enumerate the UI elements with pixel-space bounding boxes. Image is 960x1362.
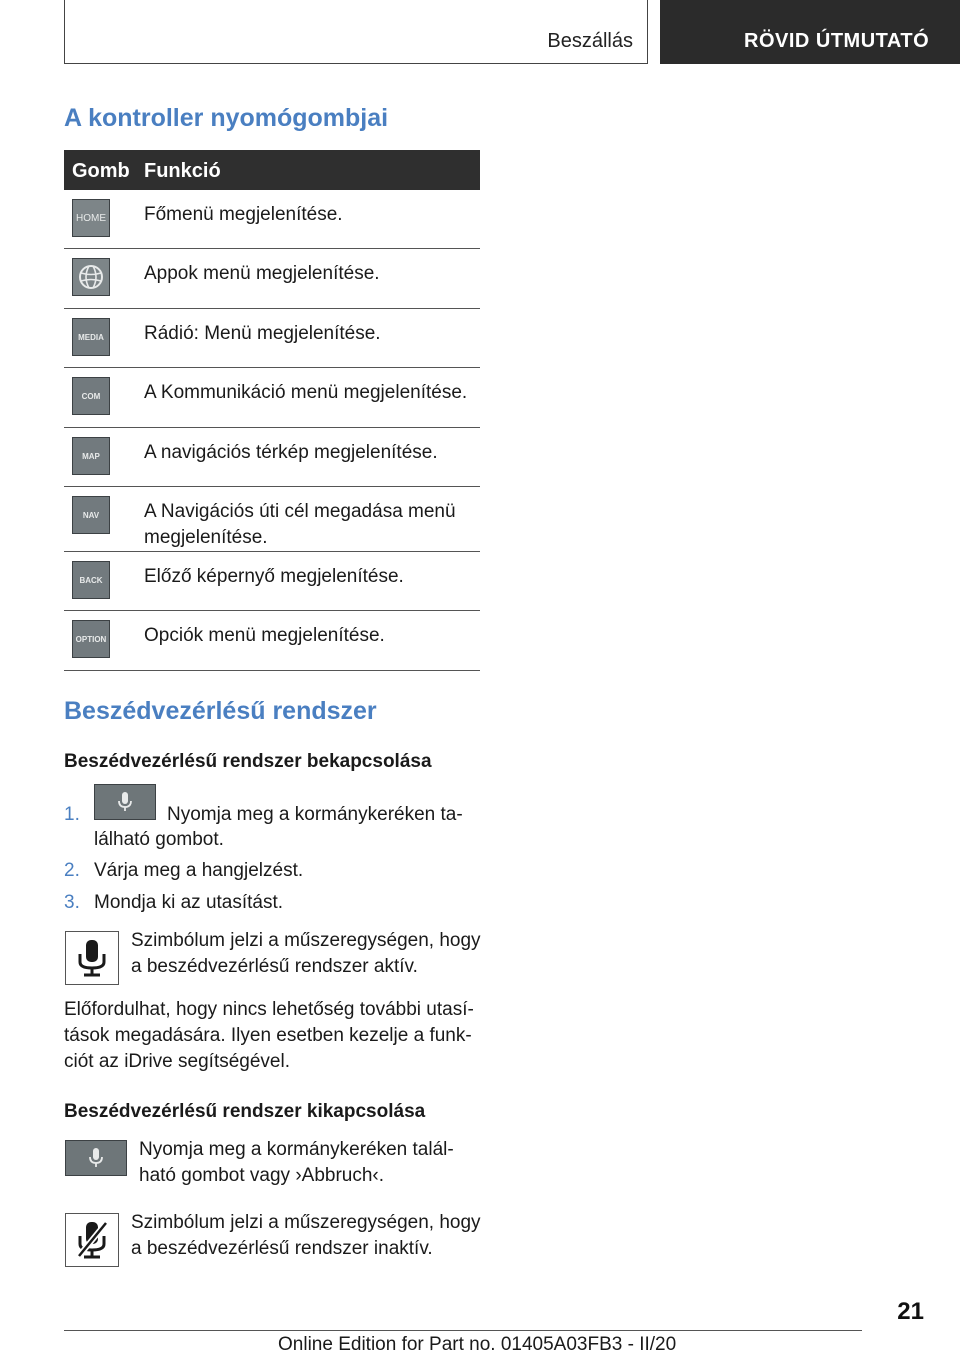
- table-cell-function: Főmenü megjelenítése.: [144, 204, 343, 225]
- step-number: 2.: [64, 860, 80, 881]
- section-title-voice-control: Beszédvezérlésű rendszer: [64, 697, 377, 725]
- steering-wheel-voice-button-icon: [94, 784, 156, 820]
- microphone-inactive-icon: [65, 1213, 119, 1267]
- table-row: [64, 487, 480, 552]
- footer-divider: [64, 1330, 862, 1331]
- subheading-voice-on: Beszédvezérlésű rendszer bekapcsolása: [64, 751, 432, 772]
- table-header: [64, 150, 480, 190]
- steering-wheel-voice-button-icon: [65, 1140, 127, 1176]
- map-button-icon: MAP: [72, 437, 110, 475]
- page-number: 21: [897, 1298, 924, 1325]
- table-cell-function: Appok menü megjelenítése.: [144, 263, 380, 284]
- symbol-note: Szimbólum jelzi a műszeregységen, hogy: [131, 930, 481, 951]
- table-header-function: Funkció: [144, 160, 221, 182]
- back-button-icon: BACK: [72, 561, 110, 599]
- section-title-controller-buttons: A kontroller nyomógombjai: [64, 104, 389, 132]
- footer-edition-text: Online Edition for Part no. 01405A03FB3 - II/20: [278, 1334, 677, 1355]
- microphone-active-icon: [65, 931, 119, 985]
- paragraph-line: Előfordulhat, hogy nincs lehetőség további utasí-: [64, 999, 474, 1020]
- table-row: [64, 368, 480, 428]
- nav-button-icon: NAV: [72, 496, 110, 534]
- symbol-note: a beszédvezérlésű rendszer inaktív.: [131, 1238, 433, 1259]
- paragraph-line: tások megadására. Ilyen esetben kezelje a funk-: [64, 1025, 472, 1046]
- media-button-icon: MEDIA: [72, 318, 110, 356]
- table-header-button: Gomb: [72, 160, 130, 182]
- table-cell-function: A navigációs térkép megjelenítése.: [144, 442, 438, 463]
- symbol-note: a beszédvezérlésű rendszer aktív.: [131, 956, 418, 977]
- header-chapter-box: [660, 0, 960, 64]
- home-button-icon: HOME: [72, 199, 110, 237]
- instruction-text: ható gombot vagy ›Abbruch‹.: [139, 1165, 385, 1186]
- table-cell-function: Rádió: Menü megjelenítése.: [144, 323, 381, 344]
- table-cell-function: Előző képernyő megjelenítése.: [144, 566, 404, 587]
- table-row: [64, 309, 480, 368]
- step-text: Mondja ki az utasítást.: [94, 892, 284, 913]
- table-cell-function: A Kommunikáció menü megjelenítése.: [144, 382, 468, 403]
- paragraph-line: ciót az iDrive segítségével.: [64, 1051, 290, 1072]
- table-cell-function: Opciók menü megjelenítése.: [144, 625, 385, 646]
- header-section-box: [64, 0, 648, 64]
- step-number: 3.: [64, 892, 80, 913]
- instruction-text: Nyomja meg a kormánykeréken talál-: [139, 1139, 454, 1160]
- table-row: [64, 428, 480, 487]
- table-row: [64, 249, 480, 309]
- controller-buttons-table: [64, 150, 480, 671]
- table-row: [64, 552, 480, 611]
- step-text: Nyomja meg a kormánykeréken ta-: [167, 804, 463, 825]
- com-button-icon: COM: [72, 377, 110, 415]
- table-row: [64, 190, 480, 249]
- header-chapter-title: RÖVID ÚTMUTATÓ: [744, 30, 930, 52]
- step-text: lálható gombot.: [94, 829, 224, 850]
- table-cell-function: A Navigációs úti cél megadása menü megjelenítése.: [144, 501, 456, 548]
- option-button-icon: OPTION: [72, 620, 110, 658]
- symbol-note: Szimbólum jelzi a műszeregységen, hogy: [131, 1212, 481, 1233]
- header-section-title: Beszállás: [547, 30, 633, 52]
- step-text: Várja meg a hangjelzést.: [94, 860, 304, 881]
- table-row: [64, 611, 480, 671]
- subheading-voice-off: Beszédvezérlésű rendszer kikapcsolása: [64, 1101, 426, 1122]
- apps-globe-icon: [72, 258, 110, 296]
- step-number: 1.: [64, 804, 80, 825]
